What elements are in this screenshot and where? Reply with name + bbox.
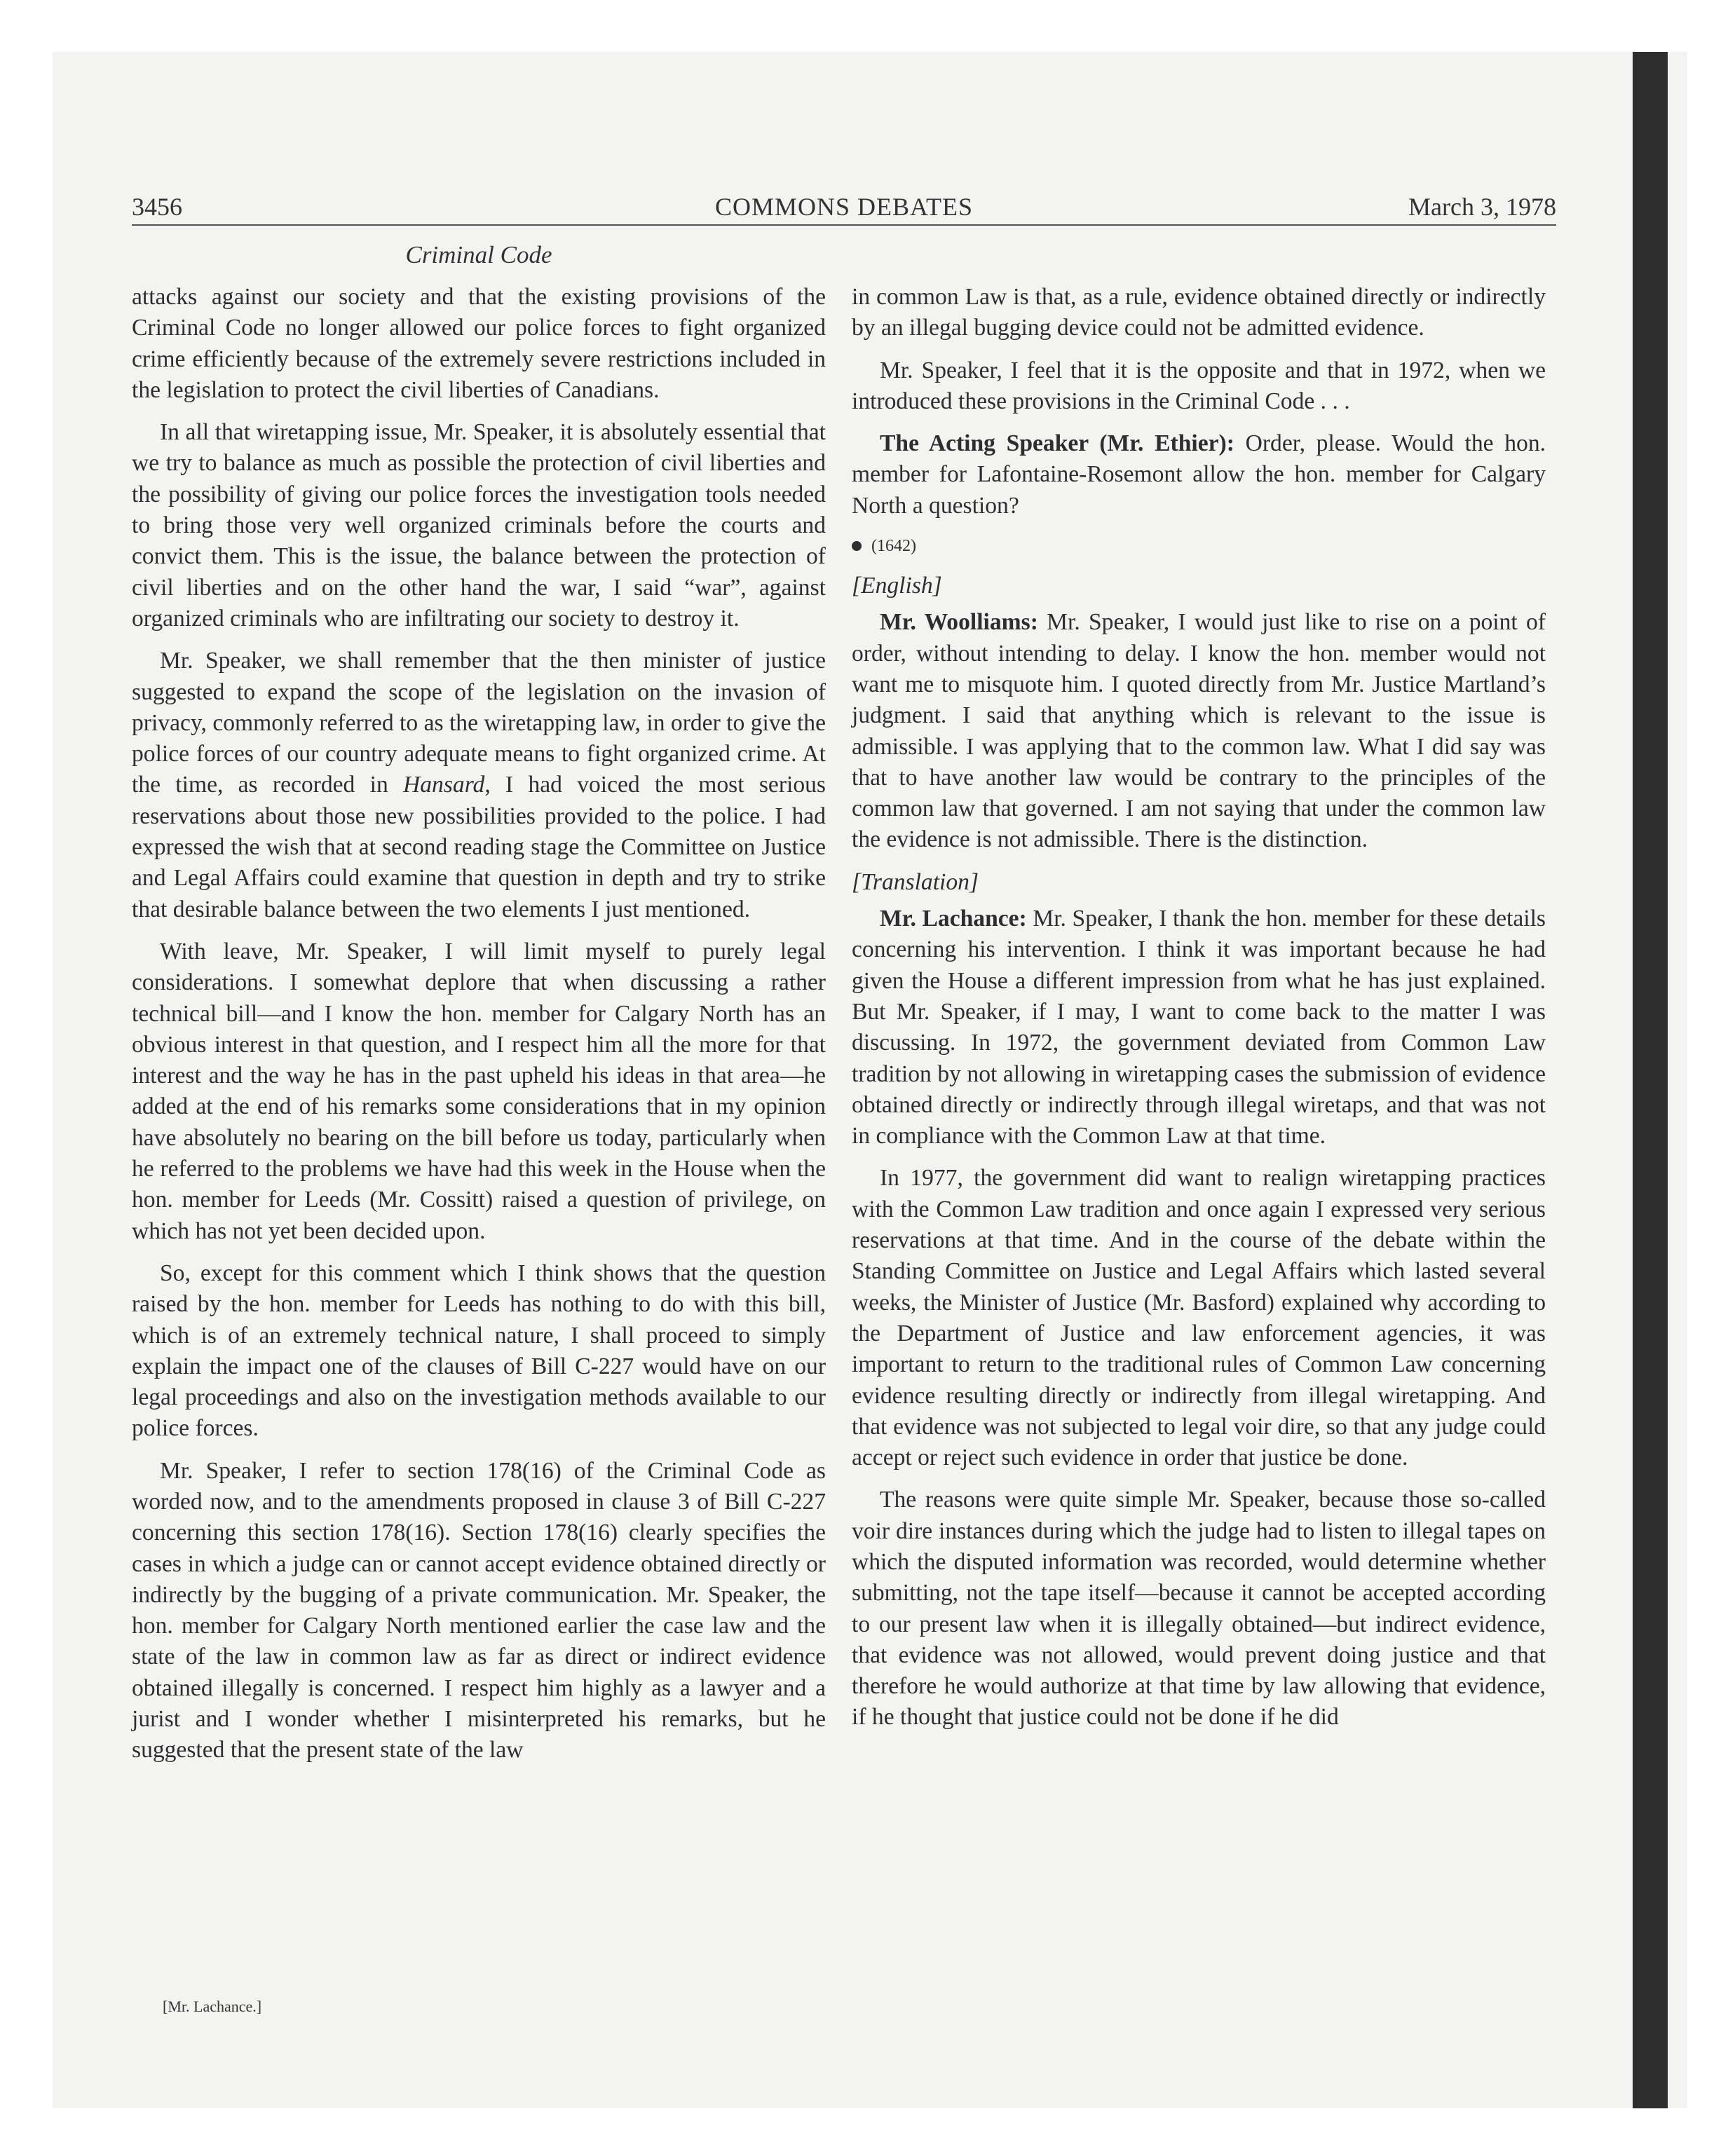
speaker-name: The Acting Speaker (Mr. Ethier): <box>880 430 1234 457</box>
right-column <box>852 282 1546 1745</box>
paragraph: in common Law is that, as a rule, evidence obtained directly or indirectly by an illegal bugging device could not be admitted evidence. <box>852 284 1546 341</box>
publication-title: COMMONS DEBATES <box>714 193 974 221</box>
speaker-name: Mr. Woolliams: <box>880 609 1038 636</box>
paragraph: attacks against our society and that the existing provisions of the Criminal Code no longer allowed our police forces to fight organized crime efficiently because of the extremely severe restrictions included in the legislation to protect the civil liberties of Canadians. <box>132 284 826 403</box>
page-number: 3456 <box>132 193 182 221</box>
time-marker <box>852 535 1546 557</box>
paragraph <box>852 428 1546 521</box>
header-rule <box>132 224 1556 226</box>
paragraph-text: Mr. Speaker, we shall remember that the then minister of justice suggested to expand the scope of the legislation on the invasion of privacy, commonly referred to as the wiretapping law, in order to give the police forces of our country adequate means to fight organized crime. At the time, as recorded in <box>132 648 826 798</box>
subject-heading: Criminal Code <box>405 241 552 268</box>
paragraph: In 1977, the government did want to realign wiretapping practices with the Common Law tradition and once again I expressed very serious reservations at that time. And in the course of the debate within the Standing Committee on Justice and Legal Affairs which lasted several weeks, the Minister of Justice (Mr. Basford) explained why according to the Department of Justice and law enforcement agencies, it was important to return to the traditional rules of Common Law concerning evidence resulting directly or indirectly from illegal wiretapping. And that evidence was not subjected to legal voir dire, so that any judge could accept or reject such evidence in order that justice be done. <box>852 1165 1546 1471</box>
left-column <box>132 282 826 1778</box>
speaker-name: Mr. Lachance: <box>880 906 1027 932</box>
paragraph-text: Mr. Speaker, I would just like to rise on a point of order, without intending to delay. I know the hon. member would not want me to misquote him. I quoted directly from Mr. Justice Martland’s judgment. I said that anything which is relevant to the issue is admissible. I was applying that to the common law. What I did say was that to have another law would be contrary to the principles of the common law that governed. I am not saying that under the common law the evidence is not admissible. There is the distinction. <box>852 609 1546 853</box>
bullet-icon <box>852 541 862 551</box>
paragraph: The reasons were quite simple Mr. Speaker, because those so-called voir dire instances during which the judge had to listen to illegal tapes on which the disputed information was recorded, would determine whether submitting, not the tape itself—because it cannot be accepted according to our present law when it is illegally obtained—but indirect evidence, that evidence was not allowed, would prevent doing justice and that therefore he would authorize at that time by law allowing that evidence, if he thought that justice could not be done if he did <box>852 1487 1546 1731</box>
speaker-note: [Mr. Lachance.] <box>163 1998 262 2015</box>
paragraph-text: Mr. Speaker, I thank the hon. member for these details concerning his intervention. I think it was important because he had given the House a different impression from what he has just explained. But Mr. Speaker, if I may, I want to come back to the matter I was discussing. In 1972, the government deviated from Common Law tradition by not allowing in wiretapping cases the submission of evidence obtained directly or indirectly through illegal wiretaps, and that was not in compliance with the Common Law at that time. <box>852 906 1546 1149</box>
issue-date: March 3, 1978 <box>1408 193 1556 221</box>
scan-edge-shadow <box>1633 52 1668 2108</box>
paragraph <box>852 903 1546 1152</box>
paragraph-text: Order, please. Would the hon. member for Lafontaine-Rosemont allow the hon. member for Calgary North a question? <box>852 430 1546 519</box>
paragraph <box>132 646 826 925</box>
language-tag: [Translation] <box>852 868 979 895</box>
language-tag: [English] <box>852 573 942 599</box>
time-marker-text: (1642) <box>871 537 916 556</box>
paragraph: Mr. Speaker, I feel that it is the opposite and that in 1972, when we introduced these provisions in the Criminal Code . . . <box>852 357 1546 414</box>
paragraph <box>852 607 1546 855</box>
hansard-reference: Hansard <box>403 772 485 798</box>
page-header <box>132 192 1556 223</box>
paragraph: With leave, Mr. Speaker, I will limit myself to purely legal considerations. I somewhat deplore that when discussing a rather technical bill—and I know the hon. member for Calgary North has an obvious interest in that question, and I respect him all the more for that interest and the way he has in the past upheld his ideas in that area—he added at the end of his remarks some considerations that in my opinion have absolutely no bearing on the bill before us today, particularly when he referred to the problems we have had this week in the House when the hon. member for Leeds (Mr. Cossitt) raised a question of privilege, on which has not yet been decided upon. <box>132 938 826 1244</box>
paragraph-text: , I had voiced the most serious reservations about those new possibilities provided to the police. I had expressed the wish that at second reading stage the Committee on Justice and Legal Affairs could examine that question in depth and try to strike that desirable balance between the two elements I just mentioned. <box>132 772 826 922</box>
paragraph: So, except for this comment which I think shows that the question raised by the hon. member for Leeds has nothing to do with this bill, which is of an extremely technical nature, I shall proceed to simply explain the impact one of the clauses of Bill C-227 would have on our legal proceedings and also on the investigation methods available to our police forces. <box>132 1260 826 1442</box>
paragraph: In all that wiretapping issue, Mr. Speaker, it is absolutely essential that we try to balance as much as possible the protection of civil liberties and the possibility of giving our police forces the investigation tools needed to bring those very well organized criminals before the courts and convict them. This is the issue, the balance between the protection of civil liberties and on the other hand the war, I said “war”, against organized criminals who are infiltrating our society to destroy it. <box>132 419 826 632</box>
paragraph: Mr. Speaker, I refer to section 178(16) of the Criminal Code as worded now, and to the amendments proposed in clause 3 of Bill C-227 concerning this section 178(16). Section 178(16) clearly specifies the cases in which a judge can or cannot accept evidence obtained directly or indirectly by the bugging of a private communication. Mr. Speaker, the hon. member for Calgary North mentioned earlier the case law and the state of the law in common law as far as direct or indirect evidence obtained illegally is concerned. I respect him highly as a lawyer and a jurist and I wonder whether I misinterpreted his remarks, but he suggested that the present state of the law <box>132 1457 826 1763</box>
